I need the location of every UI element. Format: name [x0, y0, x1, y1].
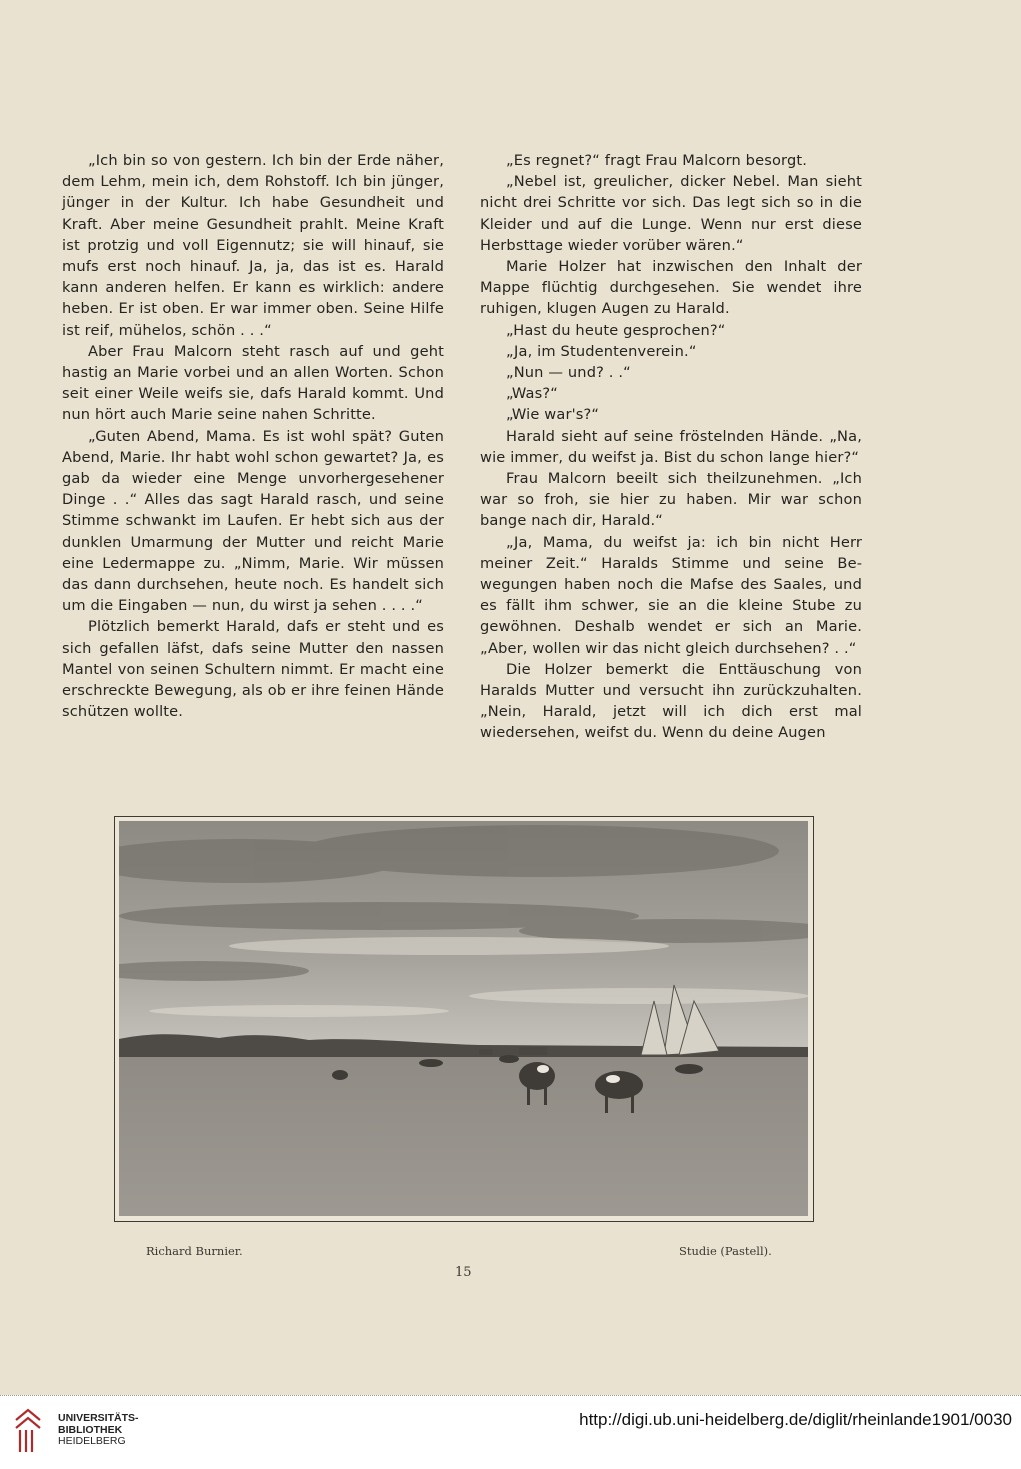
paragraph: Die Holzer bemerkt die Enttäuschung von Haralds Mutter und versucht ihn zurückzuhalten. „Nein, Harald, jetzt will ich dich erst mal wiedersehen, weifst du. Wenn du deine Augen	[480, 660, 862, 742]
plate-artist: Richard Burnier.	[146, 1244, 243, 1258]
footer-bar	[0, 1395, 1021, 1469]
paragraph: „Guten Abend, Mama. Es ist wohl spät? Guten Abend, Marie. Ihr habt wohl schon gewartet? Ja, es gab da wieder eine Menge unvorhergesehener Dinge . .“ Alles das sagt Harald rasch, und seine Stimme schwankt im Laufen. Er hebt sich aus der dunklen Umarmung der Mutter und reicht Marie eine Ledermappe zu. „Nimm, Marie. Wir müssen das dann durchsehen, heute noch. Es handelt sich um die Eingaben — nun, du wirst ja sehen . . . .“	[62, 427, 444, 615]
library-name	[58, 1413, 139, 1448]
paragraph: Plötzlich bemerkt Harald, dafs er steht und es sich gefallen läfst, dafs seine Mutter den nassen Mantel von seinen Schultern nimmt. Er macht eine erschreckte Bewegung, als ob er ihre feinen Hände schützen wollte.	[62, 618, 444, 721]
paragraph: „Ich bin so von gestern. Ich bin der Erde näher, dem Lehm, mein ich, dem Rohstoff. Ich bin jünger, jünger in der Kultur. Ich habe Gesundheit und Kraft. Aber meine Gesundheit prahlt. Meine Kraft ist protzig und voll Eigennutz; sie will hinauf, sie mufs erst noch hinauf. Ja, ja, das ist es. Harald kann anderen helfen. Er kann es wirklich: andere heben. Er ist oben. Er war immer oben. Seine Hilfe ist reif, mühelos, schön . . .“	[62, 152, 444, 339]
paragraph: Harald sieht auf seine fröstelnden Hände. „Na, wie immer, du weifst ja. Bist du schon lange hier?“	[480, 427, 862, 466]
paragraph: „Hast du heute gesprochen?“	[506, 321, 726, 339]
paragraph: Marie Holzer hat inzwischen den Inhalt der Mappe flüchtig durchgesehen. Sie wendet ihre ruhigen, klugen Augen zu Harald.	[480, 258, 862, 318]
paragraph: „Nun — und? . .“	[506, 364, 631, 382]
library-line: HEIDELBERG	[58, 1435, 126, 1447]
paragraph: „Was?“	[506, 385, 559, 403]
page-number: 15	[455, 1265, 472, 1280]
library-line: BIBLIOTHEK	[58, 1423, 123, 1436]
paragraph: „Ja, im Studentenverein.“	[506, 342, 697, 360]
paragraph: Frau Malcorn beeilt sich theilzunehmen. „Ich war so froh, sie hier zu haben. Mir war schon bange nach dir, Harald.“	[480, 470, 862, 530]
paragraph: „Es regnet?“ fragt Frau Malcorn besorgt.	[506, 152, 808, 169]
illustration-plate	[114, 816, 814, 1222]
paragraph: „Wie war's?“	[506, 406, 600, 424]
library-line: UNIVERSITÄTS-	[58, 1412, 139, 1424]
paragraph: „Nebel ist, greulicher, dicker Nebel. Man sieht nicht drei Schritte vor sich. Das legt sich so in die Kleider und auf die Lunge. Wenn nur erst diese Herbsttage wieder vorüber wären.“	[480, 173, 862, 254]
plate-title: Studie (Pastell).	[679, 1244, 772, 1258]
landscape-image	[119, 821, 808, 1216]
source-url-link[interactable]: http://digi.ub.uni-heidelberg.de/diglit/rheinlande1901/0030	[579, 1410, 1012, 1429]
paragraph: Aber Frau Malcorn steht rasch auf und geht hastig an Marie vorbei und an allen Worten. Schon seit einer Weile weifs sie, dafs Harald kommt. Und nun hört auch Marie seine nahen Schritte.	[62, 342, 444, 424]
paragraph: „Ja, Mama, du weifst ja: ich bin nicht Herr meiner Zeit.“ Haralds Stimme und seine Bewegungen haben noch die Mafse des Saales, und es fällt ihm schwer, sie an die kleine Stube zu gewöhnen. Deshalb wendet er sich an Marie. „Aber, wollen wir das nicht gleich durchsehen? . .“	[480, 533, 862, 657]
text-column-left	[62, 150, 444, 722]
university-library-logo-icon	[12, 1406, 48, 1456]
text-column-right	[480, 150, 862, 744]
